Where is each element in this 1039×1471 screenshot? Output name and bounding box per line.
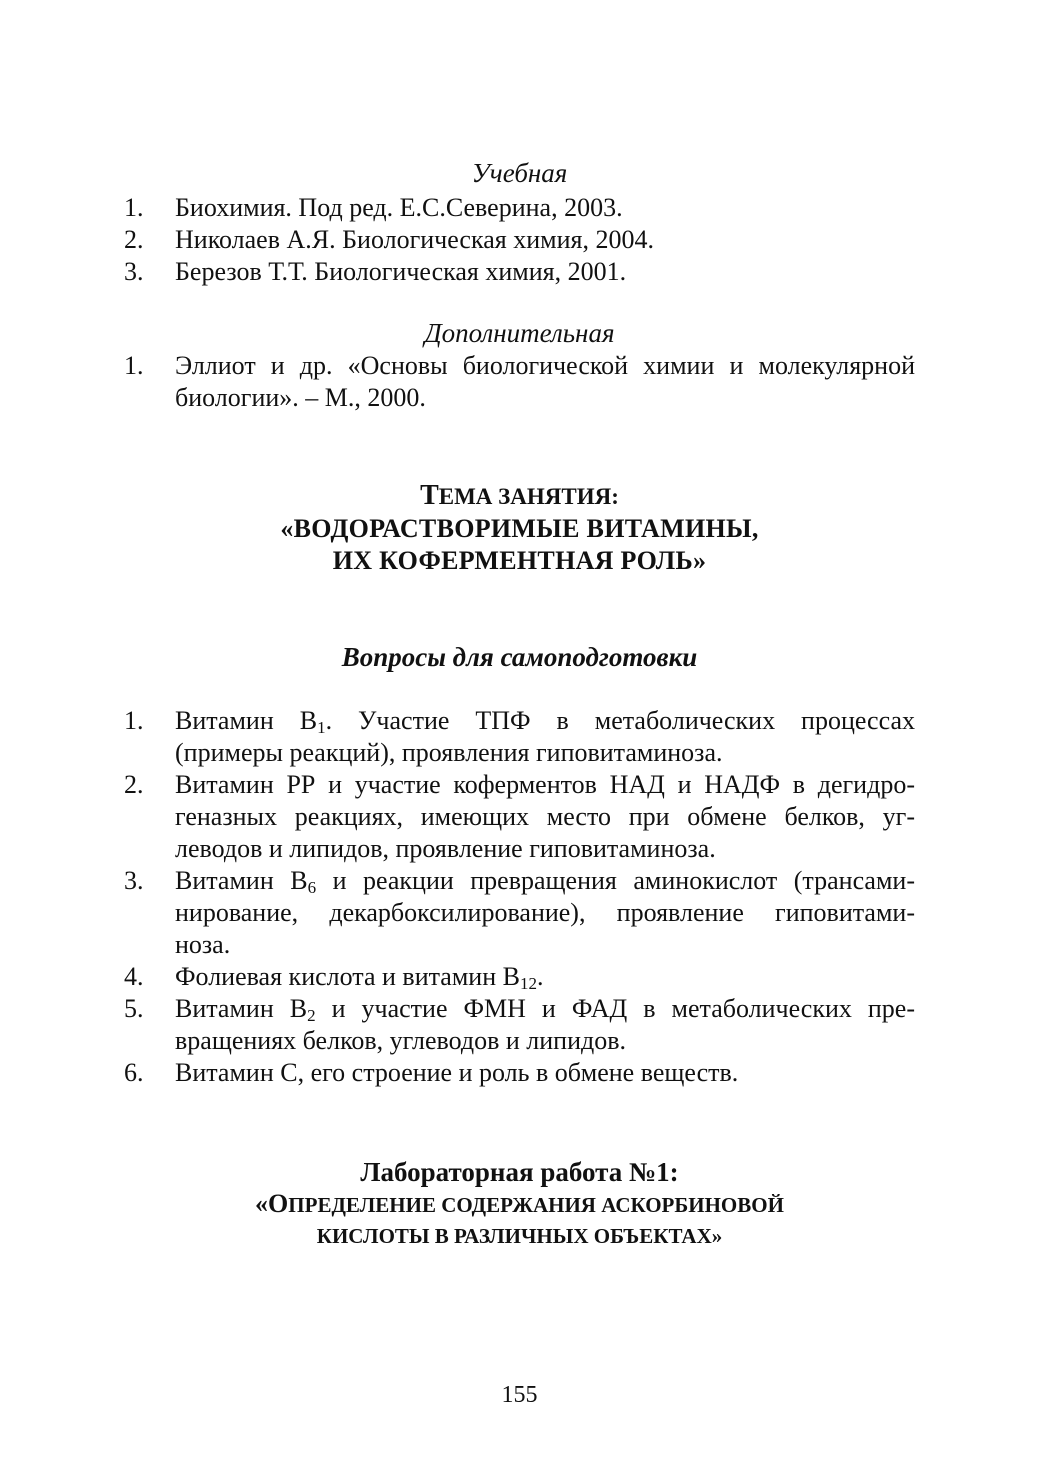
item-number: 2. <box>124 770 144 799</box>
lab-subtitle-line: «ОПРЕДЕЛЕНИЕ СОДЕРЖАНИЯ АСКОРБИНОВОЙ <box>255 1189 784 1218</box>
item-text-line: Эллиот и др. «Основы биологической химии и молекулярной <box>175 351 915 380</box>
questions-list <box>124 705 915 1089</box>
item-number: 3. <box>124 257 144 286</box>
item-text-line: Витамин $В_6$ и реакции превращения аминокислот (трансами- <box>175 866 915 897</box>
topic-label <box>0 480 1039 513</box>
lab-title: Лабораторная работа №1: <box>360 1157 679 1187</box>
topic-title-line: ИХ КОФЕРМЕНТНАЯ РОЛЬ» <box>332 546 707 575</box>
item-number: 1. <box>124 351 144 380</box>
questions-heading: Вопросы для самоподготовки <box>341 642 698 672</box>
item-text: Николаев А.Я. Биологическая химия, 2004. <box>175 225 654 254</box>
item-text-line: (примеры реакций), проявления гиповитаминоза. <box>175 738 723 767</box>
lab-subtitle-line: КИСЛОТЫ В РАЗЛИЧНЫХ ОБЪЕКТАХ» <box>316 1224 723 1248</box>
item-number: 2. <box>124 225 144 254</box>
list-item <box>124 256 915 288</box>
item-text-line: биологии». – М., 2000. <box>175 383 426 412</box>
item-text-line: вращениях белков, углеводов и липидов. <box>175 1026 627 1055</box>
item-text-line: Витамин $В_1$. Участие ТПФ в метаболических процессах <box>175 706 915 737</box>
item-text-line: Витамин С, его строение и роль в обмене веществ. <box>175 1058 739 1087</box>
topic-label-rest: ЕМА ЗАНЯТИЯ: <box>438 484 619 509</box>
literature-extra-heading: Дополнительная <box>424 318 615 348</box>
item-text-line: геназных реакциях, имеющих место при обмене белков, уг- <box>175 802 915 831</box>
item-text-line: Витамин РР и участие коферментов НАД и НАДФ в дегидро- <box>175 770 915 799</box>
item-number: 6. <box>124 1058 144 1087</box>
topic-label-cap: Т <box>420 480 439 511</box>
list-item <box>124 224 915 256</box>
list-item <box>124 961 915 993</box>
list-item <box>124 1057 915 1089</box>
item-number: 5. <box>124 994 144 1023</box>
item-text-line: ноза. <box>175 930 231 959</box>
topic-title-line: «ВОДОРАСТВОРИМЫЕ ВИТАМИНЫ, <box>280 514 759 543</box>
literature-main-heading: Учебная <box>471 158 568 188</box>
list-item <box>124 350 915 414</box>
item-number: 1. <box>124 706 144 735</box>
list-item <box>124 993 915 1057</box>
item-text-line: Витамин $В_2$ и участие ФМН и ФАД в метаболических пре- <box>175 994 915 1025</box>
item-number: 3. <box>124 866 144 895</box>
page-number: 155 <box>501 1382 538 1408</box>
literature-extra-list <box>124 350 915 414</box>
item-text: Березов Т.Т. Биологическая химия, 2001. <box>175 257 627 286</box>
item-text-line: нирование, декарбоксилирование), проявление гиповитами- <box>175 898 915 927</box>
list-item <box>124 192 915 224</box>
item-number: 4. <box>124 962 144 991</box>
item-text: Биохимия. Под ред. Е.С.Северина, 2003. <box>175 193 623 222</box>
item-text-line: леводов и липидов, проявление гиповитаминоза. <box>175 834 716 863</box>
item-text-line: Фолиевая кислота и витамин $В_{12}$. <box>175 962 544 993</box>
list-item <box>124 865 915 961</box>
literature-main-list <box>124 192 915 288</box>
list-item <box>124 705 915 769</box>
item-number: 1. <box>124 193 144 222</box>
list-item <box>124 769 915 865</box>
